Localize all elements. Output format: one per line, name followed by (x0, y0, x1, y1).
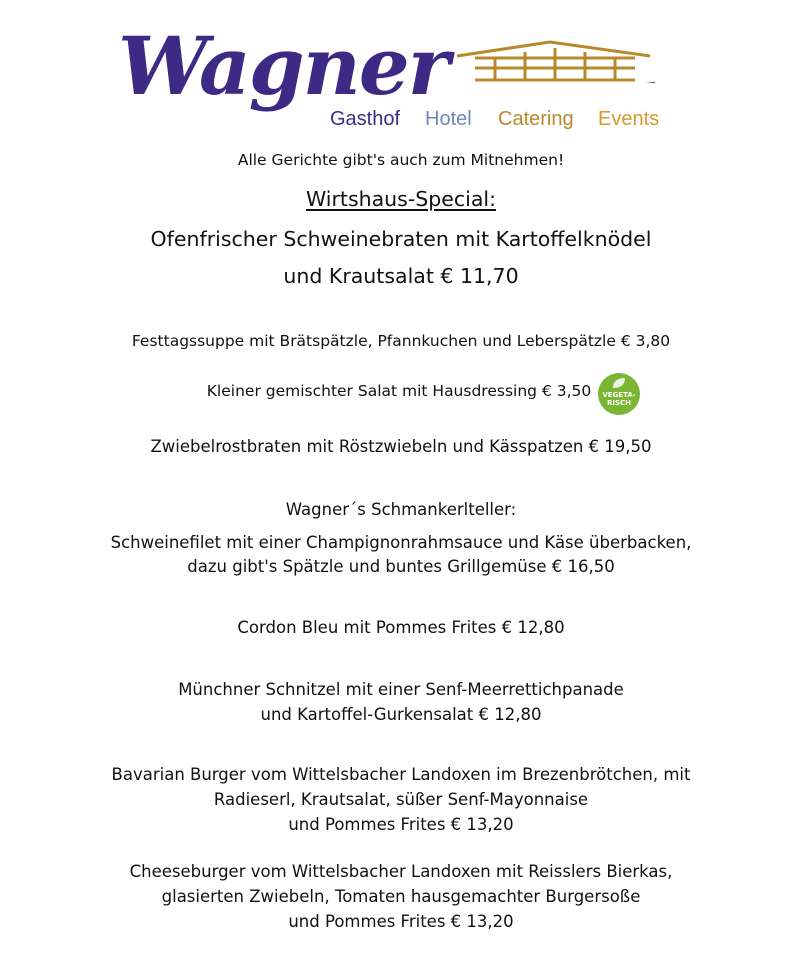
vegetarian-label-2: RISCH (606, 399, 632, 407)
cordon-bleu-item: Cordon Bleu mit Pommes Frites € 12,80 (237, 618, 565, 637)
vegetarian-badge (598, 373, 640, 415)
leaf-icon (612, 377, 626, 389)
tag-catering: Catering (498, 108, 574, 130)
special-heading: Wirtshaus-Special: (305, 187, 497, 211)
schmankerl-heading: Wagner´s Schmankerlteller: (285, 500, 517, 519)
tag-events: Events (598, 108, 660, 130)
logo-wordmark: Wagner (118, 19, 448, 113)
salad-item: Kleiner gemischter Salat mit Hausdressing € 3,50 (206, 382, 592, 400)
schnitzel-line-1: Münchner Schnitzel mit einer Senf-Meerrettichpanade (178, 680, 624, 699)
wagner-logo (110, 19, 670, 142)
bavarian-line-3: und Pommes Frites € 13,20 (288, 815, 514, 834)
cheeseburger-line-1: Cheeseburger vom Wittelsbacher Landoxen mit Reisslers Bierkas, (129, 862, 673, 881)
special-line-2: und Krautsalat € 11,70 (283, 264, 519, 288)
bavarian-line-2: Radieserl, Krautsalat, süßer Senf-Mayonnaise (213, 790, 589, 809)
tag-gasthof: Gasthof (330, 108, 401, 130)
takeaway-note: Alle Gerichte gibt's auch zum Mitnehmen! (237, 151, 565, 169)
special-line-1: Ofenfrischer Schweinebraten mit Kartoffelknödel (150, 227, 652, 251)
cheeseburger-line-2: glasierten Zwiebeln, Tomaten hausgemachter Burgersoße (161, 887, 641, 906)
rostbraten-item: Zwiebelrostbraten mit Röstzwiebeln und Kässpatzen € 19,50 (150, 437, 652, 456)
house-icon (455, 38, 655, 83)
tag-hotel: Hotel (425, 108, 472, 130)
schnitzel-line-2: und Kartoffel-Gurkensalat € 12,80 (260, 705, 542, 724)
schmankerl-line-2: dazu gibt's Spätzle und buntes Grillgemüse € 16,50 (187, 557, 615, 576)
vegetarian-label-1: VEGETA- (602, 391, 636, 399)
bavarian-line-1: Bavarian Burger vom Wittelsbacher Landoxen im Brezenbrötchen, mit (111, 765, 691, 784)
soup-item: Festtagssuppe mit Brätspätzle, Pfannkuchen und Leberspätzle € 3,80 (131, 332, 671, 350)
schmankerl-line-1: Schweinefilet mit einer Champignonrahmsauce und Käse überbacken, (110, 533, 692, 552)
cheeseburger-line-3: und Pommes Frites € 13,20 (288, 912, 514, 931)
